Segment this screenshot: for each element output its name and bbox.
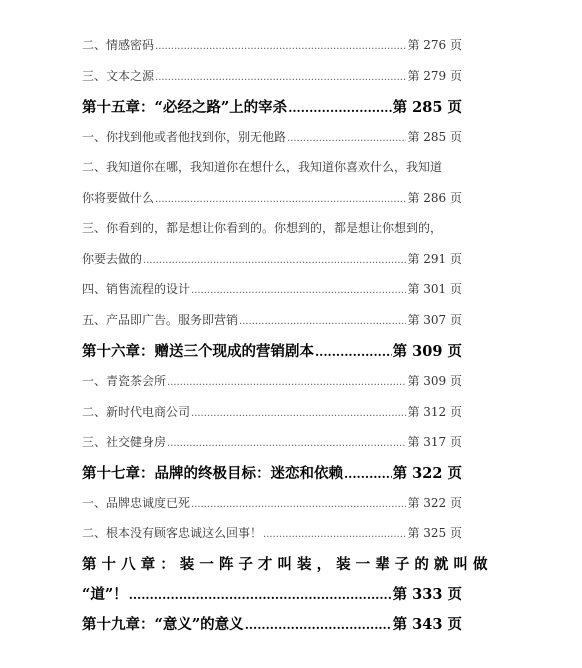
toc-chapter-page: 第 343 页	[392, 616, 462, 633]
toc-chapter-line	[82, 553, 488, 574]
toc-chapter-title: 第十九章：“意义”的意义	[82, 616, 244, 633]
toc-leader	[167, 377, 406, 388]
toc-chapter-page: 第 322 页	[392, 465, 462, 482]
toc-leader	[239, 316, 406, 327]
toc-entry-page: 第 276 页	[407, 38, 462, 52]
toc-entry-page: 第 291 页	[407, 252, 462, 266]
toc-entry-title: 四、销售流程的设计	[82, 282, 191, 296]
toc-entry-page: 第 309 页	[407, 374, 462, 388]
toc-entry-page: 第 279 页	[407, 69, 462, 83]
toc-leader	[155, 194, 406, 205]
toc-chapter	[82, 583, 462, 603]
toc-chapter-title: 第十五章：“必经之路”上的宰杀	[82, 99, 288, 116]
toc-entry-page: 第 301 页	[407, 282, 462, 296]
toc-entry-title: 一、你找到他或者他找到你，别无他路	[82, 130, 287, 144]
toc-leader	[287, 133, 406, 144]
toc-chapter	[82, 613, 462, 633]
toc-entry	[82, 524, 462, 542]
toc-leader	[129, 588, 392, 602]
toc-entry	[82, 280, 462, 298]
toc-leader	[245, 618, 392, 632]
toc-entry-title: 五、产品即广告。服务即营销	[82, 313, 239, 327]
toc-entry-line: 二、我知道你在哪，我知道你在想什么，我知道你喜欢什么，我知道	[82, 160, 443, 174]
toc-entry	[82, 128, 462, 146]
toc-entry-title: 一、青瓷茶会所	[82, 374, 167, 388]
toc-entry	[82, 403, 462, 421]
toc-entry	[82, 67, 462, 85]
toc-entry-page: 第 307 页	[407, 313, 462, 327]
toc-entry	[82, 494, 462, 512]
toc-entry-page: 第 322 页	[407, 496, 462, 510]
toc-chapter-title: “道”！	[82, 586, 128, 603]
toc-entry-title: 二、情感密码	[82, 38, 155, 52]
toc-chapter-page: 第 309 页	[392, 343, 462, 360]
toc-leader	[263, 529, 406, 540]
toc-entry	[82, 250, 462, 268]
toc-entry-title: 一、品牌忠诚度已死	[82, 496, 191, 510]
toc-entry-page: 第 312 页	[407, 405, 462, 419]
toc-entry-title: 二、新时代电商公司	[82, 405, 191, 419]
toc-chapter-page: 第 285 页	[392, 99, 462, 116]
toc-entry-title: 你要去做的	[82, 252, 143, 266]
toc-leader	[344, 467, 392, 481]
toc-chapter-title: 第十七章：品牌的终极目标：迷恋和依赖	[82, 465, 343, 482]
toc-entry-page: 第 317 页	[407, 435, 462, 449]
toc-entry	[82, 433, 462, 451]
toc-leader	[191, 499, 406, 510]
toc-leader	[167, 438, 406, 449]
toc-entry-title: 三、文本之源	[82, 69, 155, 83]
toc-chapter	[82, 340, 462, 360]
toc-entry-page: 第 285 页	[407, 130, 462, 144]
toc-entry	[82, 36, 462, 54]
toc-entry-page: 第 286 页	[407, 191, 462, 205]
toc-entry-title: 二、根本没有顾客忠诚这么回事！	[82, 526, 263, 540]
toc-leader	[155, 72, 406, 83]
toc-entry	[82, 311, 462, 329]
toc-entry-page: 第 325 页	[407, 526, 462, 540]
toc-leader	[191, 285, 406, 296]
toc-leader	[155, 41, 406, 52]
toc-leader	[288, 101, 391, 115]
toc-chapter	[82, 96, 462, 116]
toc-entry-line: 三、你看到的，都是想让你看到的。你想到的，都是想让你想到的，	[82, 221, 443, 235]
toc-leader	[143, 255, 406, 266]
toc-entry	[82, 189, 462, 207]
toc-entry-title: 三、社交健身房	[82, 435, 167, 449]
toc-chapter-title: 第十六章：赠送三个现成的营销剧本	[82, 343, 314, 360]
toc-entry	[82, 372, 462, 390]
toc-chapter-page: 第 333 页	[392, 586, 462, 603]
toc-chapter-title: 第 十 八 章 ： 装 一 阵 子 才 叫 装 ， 装 一 辈 子 的 就 叫 做	[82, 556, 488, 573]
toc-entry-title: 你将要做什么	[82, 191, 155, 205]
toc-chapter	[82, 462, 462, 482]
toc-leader	[315, 345, 392, 359]
toc-leader	[191, 408, 406, 419]
